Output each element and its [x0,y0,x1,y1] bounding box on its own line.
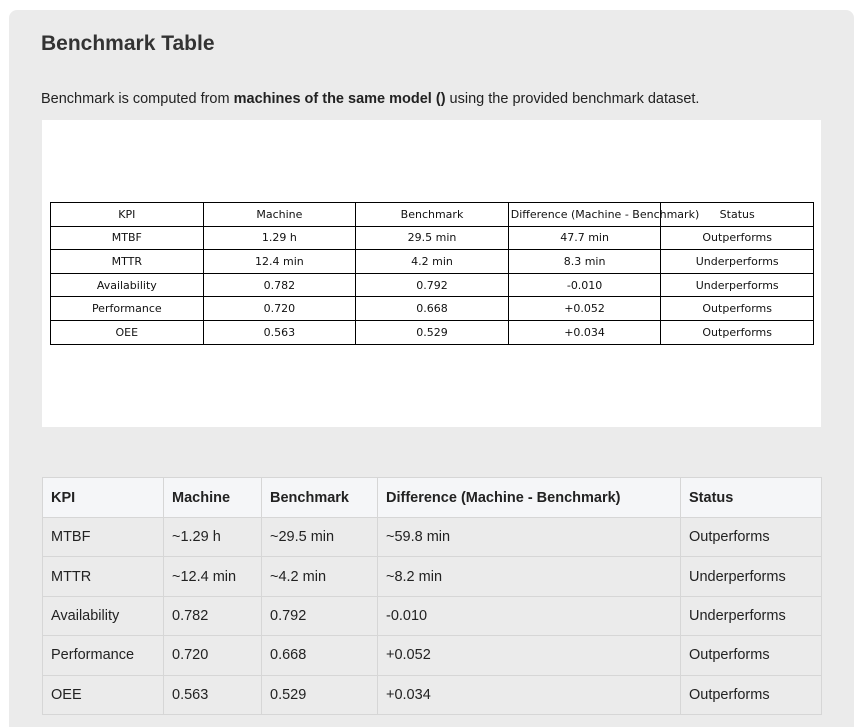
image-table-cell: MTTR [51,250,204,274]
table-cell: Outperforms [681,518,822,557]
table-cell: OEE [43,675,164,714]
table-row [43,675,822,714]
image-table-row [51,226,814,250]
table-cell: +0.034 [378,675,681,714]
image-table-row [51,250,814,274]
table-cell: ~29.5 min [262,518,378,557]
image-table-cell: MTBF [51,226,204,250]
table-cell: -0.010 [378,596,681,635]
table-cell: 0.720 [164,636,262,675]
table-cell: Underperforms [681,557,822,596]
table-cell: Outperforms [681,675,822,714]
table-cell: Underperforms [681,596,822,635]
image-table-cell: Outperforms [661,297,814,321]
table-cell: 0.782 [164,596,262,635]
table-cell: MTTR [43,557,164,596]
image-table-cell: 47.7 min [508,226,661,250]
table-row [43,557,822,596]
image-table-cell: Underperforms [661,273,814,297]
column-header-benchmark: Benchmark [262,478,378,518]
image-table-cell: -0.010 [508,273,661,297]
image-table-cell: OEE [51,320,204,344]
image-table-cell: 4.2 min [356,250,509,274]
image-table-cell: Outperforms [661,320,814,344]
image-table-cell: 0.529 [356,320,509,344]
table-cell: ~12.4 min [164,557,262,596]
table-cell: 0.563 [164,675,262,714]
table-cell: Performance [43,636,164,675]
table-cell: +0.052 [378,636,681,675]
image-table-header-cell: Difference (Machine - Benchmark) [508,203,661,227]
description-pre: Benchmark is computed from [41,91,234,107]
image-table-row [51,320,814,344]
page-description [41,91,699,107]
image-table-header-cell: Machine [203,203,356,227]
image-table-cell: 12.4 min [203,250,356,274]
table-cell: ~4.2 min [262,557,378,596]
table-header-row [43,478,822,518]
table-cell: ~1.29 h [164,518,262,557]
table-row [43,596,822,635]
image-table-header-cell: Benchmark [356,203,509,227]
table-cell: 0.792 [262,596,378,635]
image-table-cell: 0.668 [356,297,509,321]
image-table-header-cell: KPI [51,203,204,227]
column-header-machine: Machine [164,478,262,518]
image-table-cell: 8.3 min [508,250,661,274]
table-cell: MTBF [43,518,164,557]
image-table-cell: +0.034 [508,320,661,344]
table-cell: ~8.2 min [378,557,681,596]
table-cell: Availability [43,596,164,635]
benchmark-html-table [42,477,822,715]
benchmark-html-table-container [42,477,821,727]
image-table-cell: Underperforms [661,250,814,274]
content-panel [9,10,854,727]
image-table-cell: 0.782 [203,273,356,297]
image-table-header-cell: Status [661,203,814,227]
image-table-cell: 0.563 [203,320,356,344]
table-row [43,636,822,675]
image-table-cell: Availability [51,273,204,297]
column-header-difference: Difference (Machine - Benchmark) [378,478,681,518]
image-table-cell: +0.052 [508,297,661,321]
column-header-kpi: KPI [43,478,164,518]
image-table-cell: Outperforms [661,226,814,250]
image-table-cell: 0.720 [203,297,356,321]
image-table-row [51,297,814,321]
column-header-status: Status [681,478,822,518]
image-table [50,202,814,345]
image-table-header-row [51,203,814,227]
image-table-cell: 1.29 h [203,226,356,250]
description-bold: machines of the same model () [233,91,446,107]
image-table-cell: Performance [51,297,204,321]
benchmark-table-image [42,120,821,427]
table-row [43,518,822,557]
table-cell: Outperforms [681,636,822,675]
image-table-row [51,273,814,297]
page-title: Benchmark Table [41,32,215,55]
table-cell: ~59.8 min [378,518,681,557]
table-cell: 0.668 [262,636,378,675]
table-cell: 0.529 [262,675,378,714]
description-post: using the provided benchmark dataset. [445,91,700,107]
image-table-cell: 29.5 min [356,226,509,250]
image-table-cell: 0.792 [356,273,509,297]
